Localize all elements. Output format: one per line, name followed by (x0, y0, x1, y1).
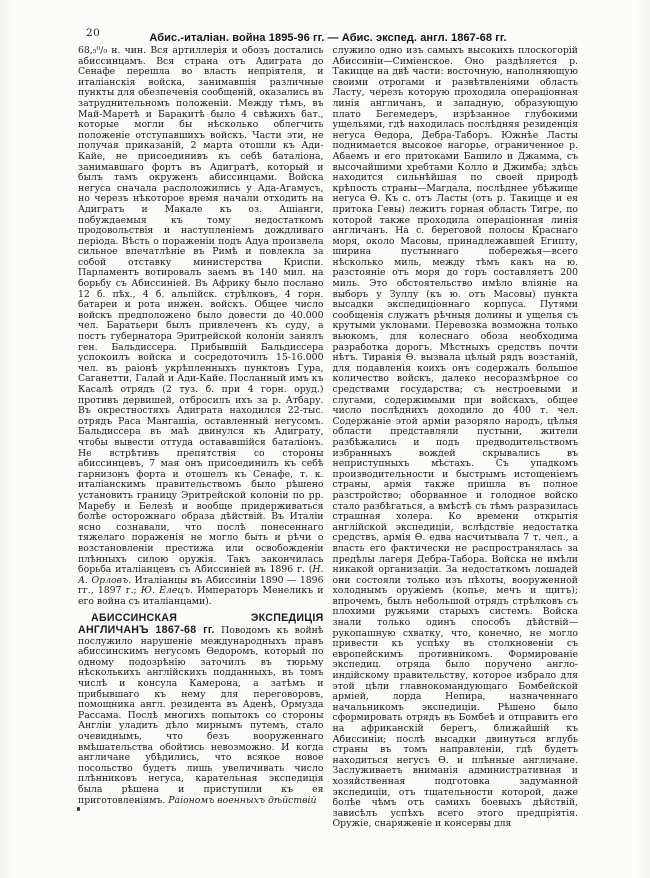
encyclopedia-page (0, 26, 650, 878)
ink-speck (77, 807, 80, 811)
body-text: 68,₅⁰/₀ н. чин. Вся артиллерія и обозъ достались абиссинцамъ. Вся страна отъ Адиграта до Сенафе перешла во власть непріятеля, и италіанскія войска, занимавшія различные пункты для обезпеченія сообщеній, оказались въ затруднительномъ положеніи. Между тѣмъ, въ Май-Маретѣ и Баракитѣ было 4 свѣжихъ бат., которые могли бы нѣсколько облегчить положеніе отступавшихъ войскъ. Части эти, не получая приказаній, 2 марта отошли къ Ади-Кайе, не присоединивъ къ себѣ баталіона, занимавшаго фортъ въ Адигратѣ, который и былъ тамъ окруженъ абиссинцами. Войска негуса сначала расположились у Ада-Агамусъ, но черезъ нѣкоторое время начали отходить на Адигратъ и Макале къ оз. Ашіанги, побуждаемыя къ тому недостаткомъ продовольствія и наступленіемъ дождливаго періода. Вѣсть о пораженіи подъ Адуа произвела сильное впечатлѣніе въ Римѣ и повлекла за собой отставку министерства Криспи. Парламентъ вотировалъ заемъ въ 140 мил. на борьбу съ Абиссиніей. Въ Африку было послано 12 б. пѣх., 4 б. альпійск. стрѣлковъ, 4 горн. батареи и рота инжен. войскъ. Общее число войскъ предположено было довести до 40.000 чел. Баратьери былъ привлеченъ къ суду, а постъ губернатора Эритрейской колоніи занялъ ген. Бальдиссера. Прибывшій Бальдиссера успокоилъ войска и сосредоточилъ 15-16.000 чел. въ раіонѣ укрѣпленныхъ пунктовъ Гура, Саганетти, Галай и Ади-Кайе. Посланный имъ къ Касалѣ отрядъ (2 туз. б. при 4 горн. оруд.) противъ дервишей, отбросилъ ихъ за р. Атбару. Въ окрестностяхъ Адиграта находился 22-тыс. отрядъ Раса Мангашіа, оставленный негусомъ. Бальдиссера въ маѣ двинулся къ Адиграту, чтобы вывести оттуда остававшійся баталіонъ. Не встрѣтивъ препятствія со стороны абиссинцевъ, 7 мая онъ присоединилъ къ себѣ гарнизонъ форта и отошелъ къ Сенафе, т. к. италіанскимъ правительствомъ было рѣшено установить границу Эритрейской колоніи по рр. Маребу и Белезѣ и вообще придерживаться болѣе осторожнаго образа дѣйствій. Въ Италіи ясно сознавали, что послѣ понесеннаго тяжелаго пораженія не могло быть и рѣчи о возстановленіи престижа или освобожденіи плѣнныхъ силою оружія. Такъ закончилась борьба италіанцевъ съ Абиссиніей въ 1896 г. ( (78, 46, 324, 576)
left-column (78, 46, 324, 846)
body-text: Поводомъ къ войнѣ послужило нарушеніе международныхъ правъ абиссинскимъ негусомъ Ѳедоромъ, который по одному подозрѣнію заточилъ въ тюрьму нѣсколькихъ англійскихъ подданныхъ, въ томъ числѣ и консула Камерона, а затѣмъ и прибывшаго къ нему для переговоровъ, помощника англ. резидента въ Аденѣ, Ормузда Рассама. Послѣ многихъ попытокъ со стороны Англіи уладить дѣло мирнымъ путемъ, стало очевиднымъ, что безъ вооруженнаго вмѣшательства обойтись невозможно. И когда англичане убѣдились, что всякое новое посольство будетъ лишь увеличивать число плѣнниковъ негуса, карательная экспедиція была рѣшена и приступили къ ея приготовленіямъ. (78, 625, 324, 806)
page-number: 20 (86, 27, 101, 39)
text-paragraph (78, 46, 324, 607)
body-text: Императоръ Менеликъ и его война съ италіанцами). (78, 585, 324, 607)
text-paragraph (78, 613, 324, 806)
section-heading: АБИССИНСКАЯ ЭКСПЕДИЦІЯ АНГЛИЧАНЪ 1867-68 гг. (78, 612, 324, 637)
running-title: Абис.-италіан. война 1895-96 гг. — Абис. экспед. англ. 1867-68 гг. (149, 32, 507, 44)
body-text: Италіанцы въ Абиссиніи 1890 — 1896 гг., 1897 г.; (78, 574, 324, 597)
right-column (333, 46, 579, 846)
page-header (78, 26, 578, 42)
text-paragraph (333, 46, 579, 830)
italic-text: Ю. Елецъ. (140, 585, 193, 597)
italic-text: Раіономъ военныхъ дѣйствій (168, 794, 317, 806)
text-columns (78, 46, 578, 846)
body-text: служило одно изъ самыхъ высокихъ плоскогорій Абиссиніи—Симіенское. Оно раздѣляется р. Такицце на двѣ части: восточную, наполняющую своими отрогами и развѣтвленіями область Ласту, черезъ которую проходила операціонная линія англичанъ, и западную, образующую плато Бегемедеръ, изрѣзанное глубокими ущельями, гдѣ находилась послѣдняя резиденція негуса Ѳедора, Дебра-Таборъ. Южнѣе Ласты поднимается высокое нагорье, ограниченное р. Абаемъ и его притоками Башило и Джамма, съ высочайшими хребтами Колло и Джимба; здѣсь находится сильнѣйшая по своей природѣ крѣпость страны—Магдала, послѣднее убѣжище негуса Ѳ. Къ с. отъ Ласты (отъ р. Такицце и ея притока Гевы) лежитъ горная область Тигре, по которой также проходила операціонная линія англичанъ. На с. береговой полосы Краснаго моря, около Масовы, принадлежавшей Египту, ширина пустыннаго побережья—всего нѣсколько миль, между тѣмъ какъ на ю. разстояніе отъ моря до горъ составляетъ 200 миль. Это обстоятельство имѣло вліяніе на выборъ у Зуллу (къ ю. отъ Масовы) пункта высадки экспедиціоннаго корпуса. Путями сообщенія служатъ рѣчныя долины и ущелья съ крутыми уклонами. Перевозка возможна только вьюкомъ, для колеснаго обоза необходима разработка дорогъ. Мѣстныхъ средствъ почти нѣтъ. Тиранія Ѳ. вызвала цѣлый рядъ возстаній, для подавленія коихъ онъ содержалъ большое количество войскъ, далеко несоразмѣрное со средствами государства; съ нестроевыми и слугами, содержимыми при войскахъ, общее число послѣднихъ доходило до 400 т. чел. Содержаніе этой арміи разоряло народъ, цѣлыя области представляли пустыни, жители разбѣжались и подъ предводительствомъ избранныхъ вождей скрывались въ неприступныхъ мѣстахъ. Съ упадкомъ производительности и быстрымъ истощеніемъ страны, армія также пришла въ полное разстройство; оборванное и голодное войско стало разбѣгаться, а вмѣстѣ съ тѣмъ разразилась страшная холера. Ко времени открытія англійской экспедиціи, вслѣдствіе недостатка средствъ, армія Ѳ. едва насчитывала 7 т. чел., а власть его фактически не распространялась за предѣлы лагеря Дебра-Табора. Войска не имѣли никакой организаціи. За недостаткомъ лошадей они состояли только изъ пѣхоты, вооруженной холоднымъ оружіемъ (копье, мечъ и щитъ); впрочемъ, былъ небольшой отрядъ стрѣлковъ съ плохими ружьями старыхъ системъ. Войска знали только одинъ способъ дѣйствій—рукопашную схватку, что, конечно, не могло привести къ успѣху въ столкновеніи съ европейскимъ противникомъ. Формированіе экспедиц. отряда было поручено англо-индійскому правительству, которое избрало для этой цѣли главнокомандующаго Бомбейской арміей, лорда Непира, назначеннаго начальникомъ экспедиціи. Рѣшено было сформировать отрядъ въ Бомбеѣ и отправить его на африканскій берегъ, ближайшій къ Абиссиніи; послѣ высадки двинуться вглубь страны въ томъ направленіи, гдѣ будетъ находиться негусъ Ѳ. и плѣнные англичане. Заслуживаетъ вниманія административная и хозяйственная подготовка задуманной экспедиціи, отъ тщательности которой, даже болѣе чѣмъ отъ самихъ боевыхъ дѣйствій, зависѣлъ успѣхъ всего этого предпріятія. Оружіе, снаряженіе и консервы для (332, 46, 578, 830)
italic-text: Н. А. Орловъ. (78, 564, 324, 586)
